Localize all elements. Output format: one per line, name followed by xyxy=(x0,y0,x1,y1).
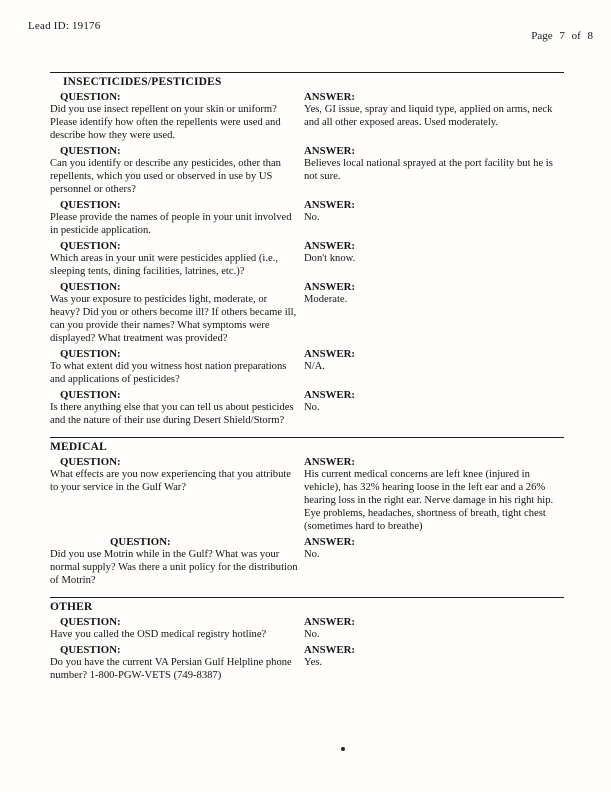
document-content xyxy=(50,72,564,692)
qa-pair xyxy=(50,348,564,387)
question-text: Did you use insect repellent on your skin or uniform? Please identify how often the repellents were used and describe how they were used. xyxy=(50,104,281,142)
answer-label: ANSWER: xyxy=(304,144,355,157)
question-text: Is there anything else that you can tell us about pesticides and the nature of their use during Desert Shield/Storm? xyxy=(50,401,294,426)
question-label: QUESTION: xyxy=(60,239,121,252)
section-title: MEDICAL xyxy=(50,440,107,453)
answer-label: ANSWER: xyxy=(304,455,355,468)
answer-text: Yes. xyxy=(304,656,323,668)
answer-label: ANSWER: xyxy=(304,198,355,211)
answer-text: No. xyxy=(304,628,320,640)
question-text: To what extent did you witness host nation preparations and applications of pesticides? xyxy=(50,360,287,385)
answer-text: No. xyxy=(304,212,320,224)
answer-text: Moderate. xyxy=(304,294,348,306)
answer-text: Don't know. xyxy=(304,253,356,265)
section-medical xyxy=(50,437,564,588)
answer-label: ANSWER: xyxy=(304,347,355,360)
question-text: Which areas in your unit were pesticides applied (i.e., sleeping tents, dining facilities, latrines, etc.)? xyxy=(50,253,278,277)
section-title: OTHER xyxy=(50,600,93,613)
question-label: QUESTION: xyxy=(60,347,121,360)
section-divider xyxy=(50,437,564,438)
question-text: Have you called the OSD medical registry hotline? xyxy=(50,628,267,640)
question-label: QUESTION: xyxy=(60,280,121,293)
lead-id: Lead ID: 19176 xyxy=(28,20,101,32)
question-text: Do you have the current VA Persian Gulf Helpline phone number? 1-800-PGW-VETS (749-8387) xyxy=(50,656,292,681)
answer-label: ANSWER: xyxy=(304,388,355,401)
qa-pair xyxy=(50,199,564,238)
answer-text: Believes local national sprayed at the port facility but he is not sure. xyxy=(304,158,553,183)
answer-label: ANSWER: xyxy=(304,280,355,293)
answer-label: ANSWER: xyxy=(304,615,355,628)
answer-text: His current medical concerns are left knee (injured in vehicle), has 32% hearing loose in the left ear and a 26% hearing loss in the right ear. Nerve damage in his right hip. Eye problems, headaches, shortness of breath, tight chest (sometimes hard to breathe) xyxy=(304,468,554,532)
page-number: Page 7 of 8 xyxy=(531,30,593,42)
answer-label: ANSWER: xyxy=(304,91,355,103)
qa-pair xyxy=(50,616,564,642)
section-insecticides-pesticides xyxy=(50,72,564,428)
question-label: QUESTION: xyxy=(110,535,171,548)
answer-label: ANSWER: xyxy=(304,643,355,656)
question-label: QUESTION: xyxy=(60,198,121,211)
answer-text: Yes, GI issue, spray and liquid type, applied on arms, neck and all other exposed areas. Used moderately. xyxy=(304,104,553,129)
answer-label: ANSWER: xyxy=(304,535,355,548)
answer-text: No. xyxy=(304,548,320,560)
section-divider xyxy=(50,597,564,598)
qa-pair xyxy=(50,536,564,588)
question-label: QUESTION: xyxy=(60,388,121,401)
section-title: INSECTICIDES/PESTICIDES xyxy=(63,76,222,88)
qa-pair xyxy=(50,281,564,346)
question-text: Can you identify or describe any pesticides, other than repellents, which you used or observed in use by US personnel or others? xyxy=(50,158,281,195)
question-label: QUESTION: xyxy=(60,643,121,656)
question-text: What effects are you now experiencing that you attribute to your service in the Gulf War? xyxy=(50,468,292,493)
qa-pair xyxy=(50,145,564,197)
qa-pair xyxy=(50,389,564,428)
question-label: QUESTION: xyxy=(60,455,121,468)
section-other xyxy=(50,597,564,683)
scan-artifact-dot xyxy=(341,747,345,751)
answer-text: No. xyxy=(304,401,320,413)
qa-pair xyxy=(50,644,564,683)
question-text: Was your exposure to pesticides light, moderate, or heavy? Did you or others become ill? If others became ill, can you provide their names? What symptoms were displayed? What treatment was provided? xyxy=(50,294,297,344)
question-label: QUESTION: xyxy=(60,91,121,103)
question-text: Please provide the names of people in your unit involved in pesticide application. xyxy=(50,212,292,236)
qa-pair xyxy=(50,91,564,143)
question-label: QUESTION: xyxy=(60,144,121,157)
qa-pair xyxy=(50,456,564,534)
answer-text: N/A. xyxy=(304,360,325,372)
question-text: Did you use Motrin while in the Gulf? What was your normal supply? Was there a unit policy for the distribution of Motrin? xyxy=(50,548,298,586)
answer-label: ANSWER: xyxy=(304,239,355,252)
question-label: QUESTION: xyxy=(60,615,121,628)
qa-pair xyxy=(50,240,564,279)
section-divider xyxy=(50,72,564,73)
